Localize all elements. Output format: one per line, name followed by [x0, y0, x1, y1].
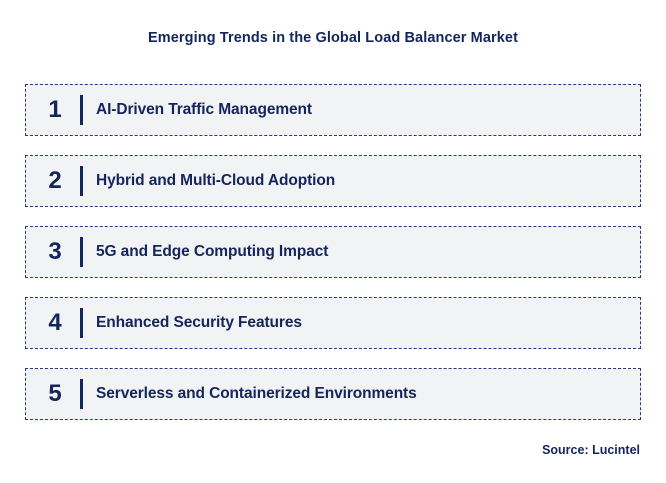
- trend-number: 1: [48, 96, 62, 123]
- list-item: [25, 84, 641, 136]
- divider: [80, 166, 83, 196]
- trend-label: Serverless and Containerized Environments: [96, 385, 417, 402]
- list-item: [25, 368, 641, 420]
- list-item: [25, 226, 641, 278]
- trend-number: 3: [48, 238, 62, 265]
- trend-number: 4: [48, 309, 62, 336]
- trend-number: 2: [48, 167, 62, 194]
- divider: [80, 379, 83, 409]
- source-attribution: Source: Lucintel: [542, 443, 640, 457]
- divider: [80, 95, 83, 125]
- trend-label: 5G and Edge Computing Impact: [96, 243, 329, 260]
- list-item: [25, 297, 641, 349]
- list-item: [25, 155, 641, 207]
- divider: [80, 237, 83, 267]
- trend-label: Hybrid and Multi-Cloud Adoption: [96, 172, 336, 189]
- trend-number: 5: [48, 380, 62, 407]
- trend-list: [25, 84, 641, 439]
- divider: [80, 308, 83, 338]
- page-title: Emerging Trends in the Global Load Balancer Market: [148, 30, 518, 46]
- trend-label: AI-Driven Traffic Management: [96, 101, 312, 118]
- trend-label: Enhanced Security Features: [96, 314, 302, 331]
